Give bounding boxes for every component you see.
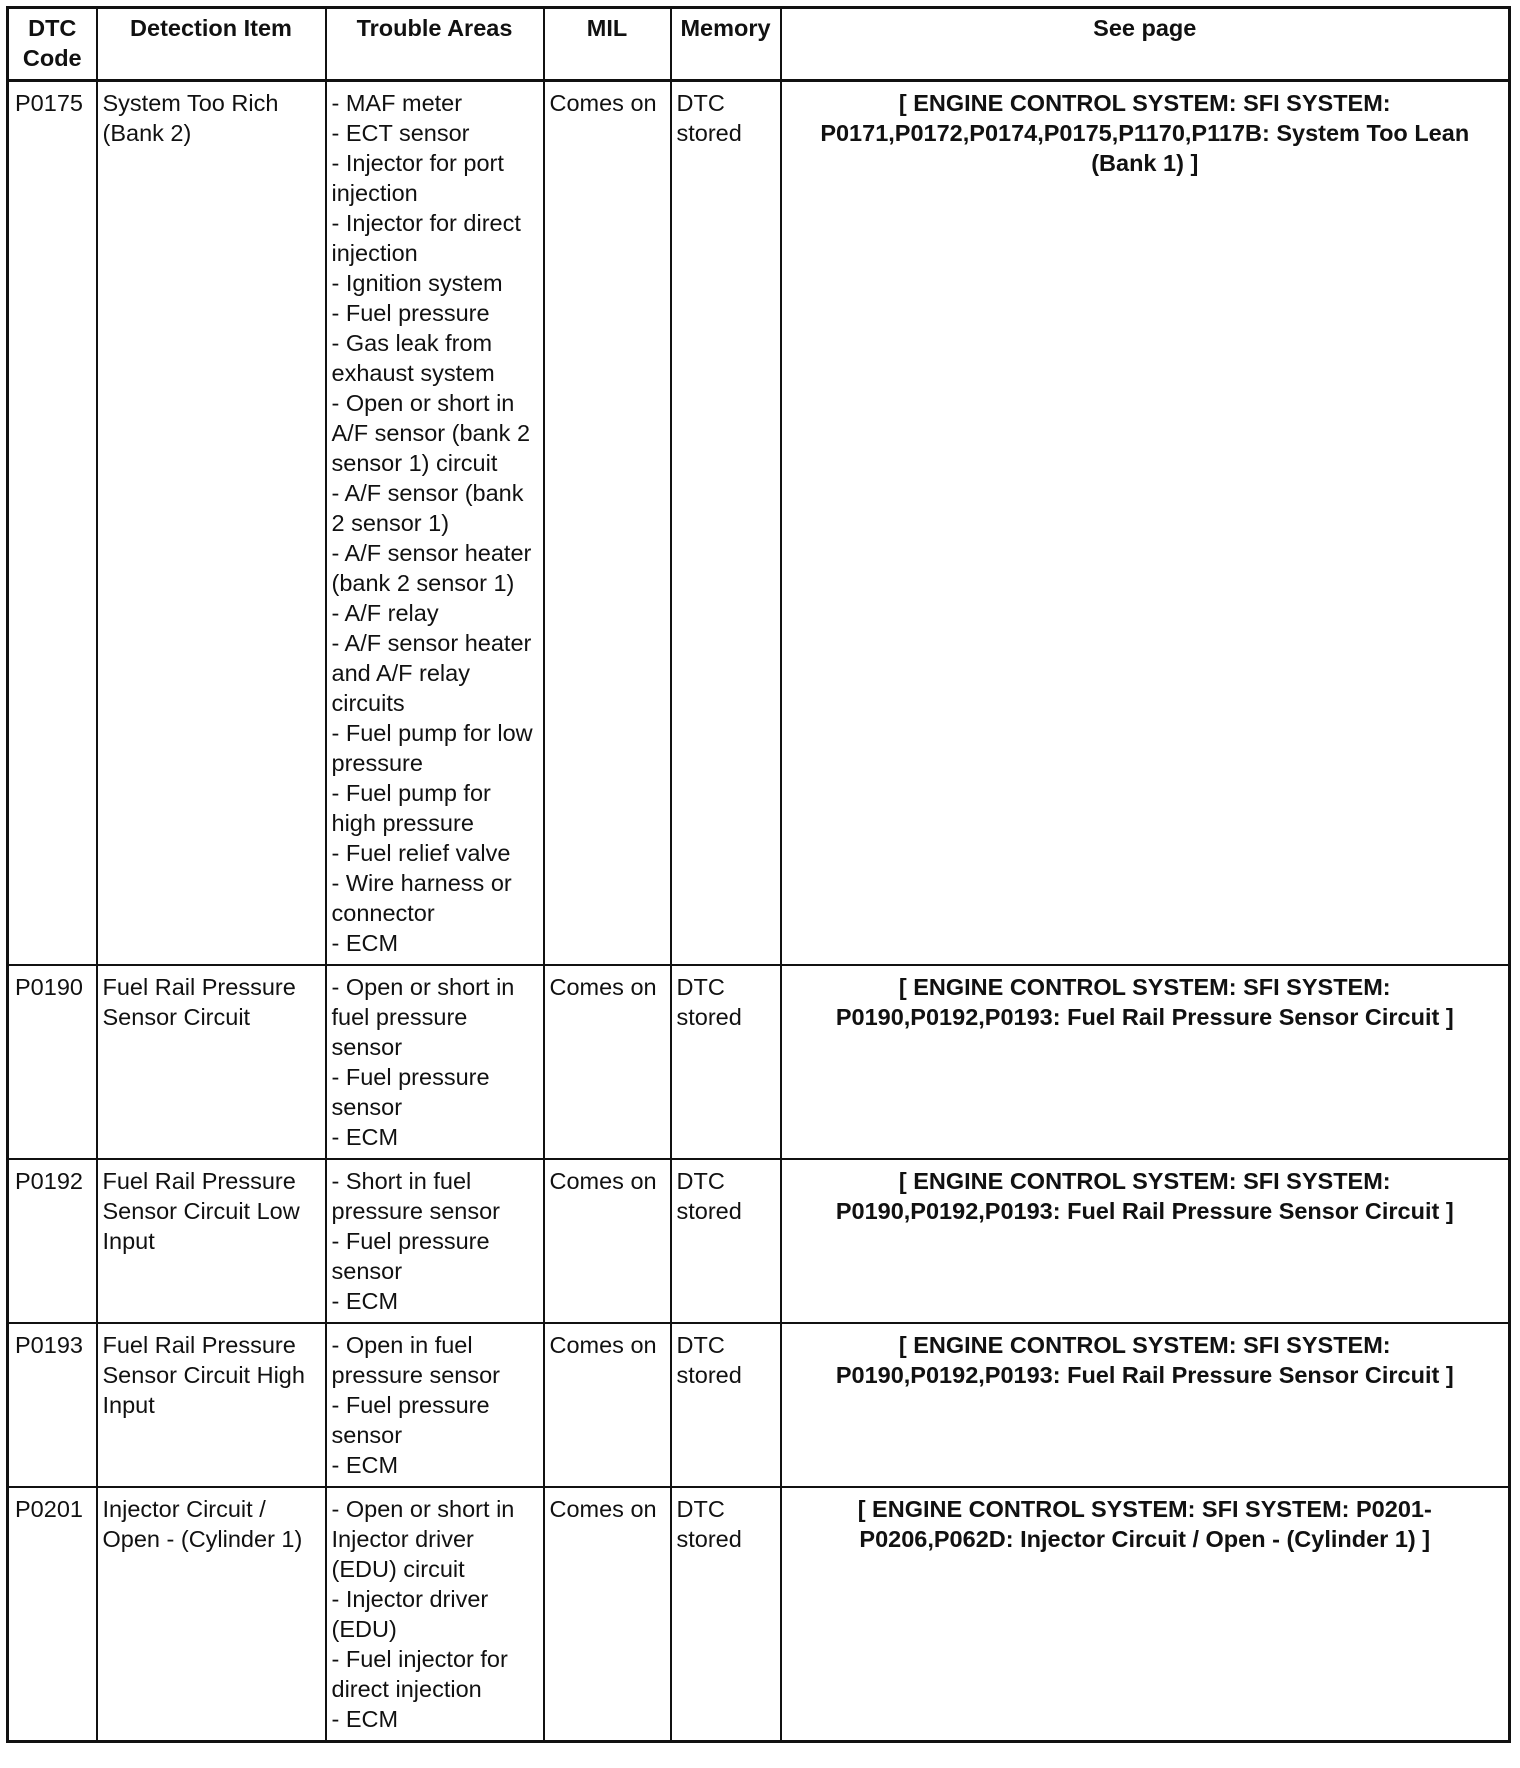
header-detection-item: Detection Item	[97, 8, 326, 81]
trouble-area-item: - A/F sensor heater and A/F relay circuits	[331, 630, 532, 716]
trouble-area-item: - Fuel pressure sensor	[331, 1064, 490, 1120]
trouble-area-item: - ECM	[331, 1452, 399, 1478]
memory-cell: DTC stored	[671, 81, 781, 966]
trouble-areas-list	[332, 1330, 538, 1480]
see-page-link[interactable]: [ ENGINE CONTROL SYSTEM: SFI SYSTEM: P0190,P0192,P0193: Fuel Rail Pressure Sensor Circuit ]	[835, 1168, 1454, 1224]
trouble-area-item: - Fuel pump for high pressure	[331, 780, 491, 836]
trouble-areas-cell	[326, 965, 544, 1159]
trouble-area-item: - Open or short in fuel pressure sensor	[331, 974, 515, 1060]
header-trouble-areas: Trouble Areas	[326, 8, 544, 81]
memory-cell: DTC stored	[671, 1159, 781, 1323]
see-page-cell	[781, 1487, 1510, 1742]
trouble-areas-cell	[326, 1323, 544, 1487]
trouble-area-item: - ECM	[331, 1124, 399, 1150]
trouble-area-item: - Ignition system	[331, 270, 503, 296]
table-row	[8, 965, 1510, 1159]
mil-cell: Comes on	[544, 965, 671, 1159]
mil-cell: Comes on	[544, 1323, 671, 1487]
trouble-areas-cell	[326, 81, 544, 966]
trouble-area-item: - ECT sensor	[331, 120, 470, 146]
table-row	[8, 81, 1510, 966]
dtc-table	[6, 6, 1511, 1743]
trouble-area-item: - Fuel pressure sensor	[331, 1228, 490, 1284]
table-row	[8, 1487, 1510, 1742]
memory-cell: DTC stored	[671, 1323, 781, 1487]
trouble-area-item: - ECM	[331, 1288, 399, 1314]
trouble-area-item: - Fuel pump for low pressure	[331, 720, 533, 776]
memory-cell: DTC stored	[671, 965, 781, 1159]
detection-item-cell: Fuel Rail Pressure Sensor Circuit	[97, 965, 326, 1159]
trouble-area-item: - Injector for direct injection	[331, 210, 521, 266]
table-body	[8, 81, 1510, 1742]
mil-cell: Comes on	[544, 81, 671, 966]
table-header	[8, 8, 1510, 81]
trouble-area-item: - Open or short in Injector driver (EDU) circuit	[331, 1496, 515, 1582]
mil-cell: Comes on	[544, 1159, 671, 1323]
see-page-link[interactable]: [ ENGINE CONTROL SYSTEM: SFI SYSTEM: P0190,P0192,P0193: Fuel Rail Pressure Sensor Circuit ]	[835, 1332, 1454, 1388]
trouble-area-item: - A/F sensor heater (bank 2 sensor 1)	[331, 540, 532, 596]
trouble-area-item: - ECM	[331, 930, 399, 956]
table-row	[8, 1323, 1510, 1487]
trouble-area-item: - A/F relay	[331, 600, 439, 626]
trouble-areas-list	[332, 1494, 538, 1734]
trouble-areas-cell	[326, 1159, 544, 1323]
trouble-area-item: - Fuel injector for direct injection	[331, 1646, 508, 1702]
header-see-page: See page	[781, 8, 1510, 81]
see-page-cell	[781, 965, 1510, 1159]
dtc-code-cell: P0201	[8, 1487, 97, 1742]
detection-item-cell: Fuel Rail Pressure Sensor Circuit Low Input	[97, 1159, 326, 1323]
see-page-cell	[781, 1159, 1510, 1323]
trouble-area-item: - Gas leak from exhaust system	[331, 330, 495, 386]
mil-cell: Comes on	[544, 1487, 671, 1742]
header-dtc-code: DTC Code	[8, 8, 97, 81]
memory-cell: DTC stored	[671, 1487, 781, 1742]
trouble-area-item: - Wire harness or connector	[331, 870, 512, 926]
trouble-area-item: - A/F sensor (bank 2 sensor 1)	[331, 480, 524, 536]
dtc-code-cell: P0175	[8, 81, 97, 966]
trouble-areas-list	[332, 1166, 538, 1316]
see-page-link[interactable]: [ ENGINE CONTROL SYSTEM: SFI SYSTEM: P0190,P0192,P0193: Fuel Rail Pressure Sensor Circuit ]	[835, 974, 1454, 1030]
see-page-link[interactable]: [ ENGINE CONTROL SYSTEM: SFI SYSTEM: P0171,P0172,P0174,P0175,P1170,P117B: System Too Lean (Bank 1) ]	[820, 90, 1470, 176]
trouble-area-item: - ECM	[331, 1706, 399, 1732]
dtc-code-cell: P0192	[8, 1159, 97, 1323]
trouble-area-item: - Short in fuel pressure sensor	[331, 1168, 500, 1224]
header-mil: MIL	[544, 8, 671, 81]
trouble-area-item: - Fuel pressure	[331, 300, 490, 326]
detection-item-cell: Injector Circuit / Open - (Cylinder 1)	[97, 1487, 326, 1742]
table-row	[8, 1159, 1510, 1323]
see-page-cell	[781, 81, 1510, 966]
detection-item-cell: Fuel Rail Pressure Sensor Circuit High Input	[97, 1323, 326, 1487]
dtc-code-cell: P0193	[8, 1323, 97, 1487]
trouble-area-item: - MAF meter	[331, 90, 463, 116]
see-page-link[interactable]: [ ENGINE CONTROL SYSTEM: SFI SYSTEM: P0201-P0206,P062D: Injector Circuit / Open - (Cylinder 1) ]	[857, 1496, 1432, 1552]
header-row	[8, 8, 1510, 81]
trouble-areas-list	[332, 972, 538, 1152]
trouble-areas-list	[332, 88, 538, 958]
header-memory: Memory	[671, 8, 781, 81]
trouble-area-item: - Fuel relief valve	[331, 840, 511, 866]
trouble-area-item: - Injector driver (EDU)	[331, 1586, 489, 1642]
trouble-area-item: - Injector for port injection	[331, 150, 504, 206]
trouble-area-item: - Open in fuel pressure sensor	[331, 1332, 500, 1388]
see-page-cell	[781, 1323, 1510, 1487]
dtc-code-cell: P0190	[8, 965, 97, 1159]
trouble-area-item: - Fuel pressure sensor	[331, 1392, 490, 1448]
detection-item-cell: System Too Rich (Bank 2)	[97, 81, 326, 966]
trouble-area-item: - Open or short in A/F sensor (bank 2 sensor 1) circuit	[331, 390, 531, 476]
trouble-areas-cell	[326, 1487, 544, 1742]
